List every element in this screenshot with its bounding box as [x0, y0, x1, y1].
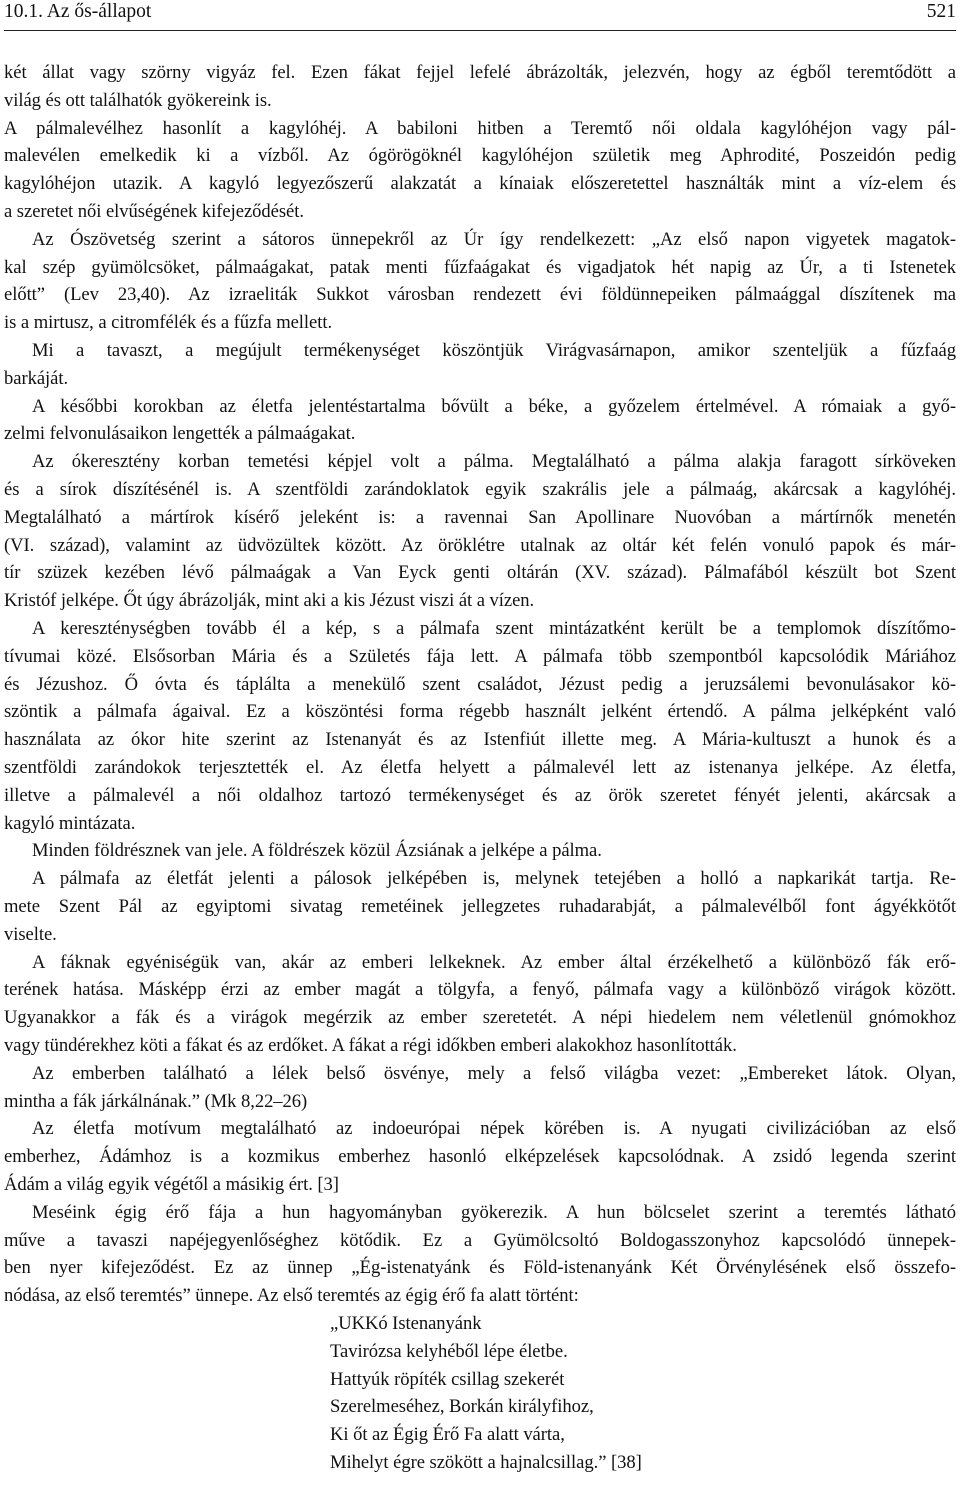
text-line: Meséink égig érő fája a hun hagyományban gyökerezik. A hun bölcselet szerint a teremtés látható	[32, 1201, 956, 1223]
verse-line: Szerelmeséhez, Borkán királyfihoz,	[330, 1396, 594, 1418]
text-line: nódása, az első teremtés” ünnepe. Az első teremtés az égig érő fa alatt történt:	[4, 1285, 579, 1307]
text-line: Az emberben található a lélek belső ösvénye, mely a felső világba vezet: „Embereket látok. Olyan,	[32, 1062, 956, 1084]
text-line: malevélen emelkedik ki a vízből. Az ógörögöknél kagylóhéjon születik meg Aphrodité, Poszeidón pedig	[4, 145, 956, 167]
text-line: kagyló mintázata.	[4, 812, 136, 834]
text-line: kal szép gyümölcsöket, pálmaágakat, patak menti fűzfaágakat és vigadjatok hét napig az Úr, a ti Istenetek	[4, 256, 956, 278]
text-line: a szeretet női elvűségének kifejeződését.	[4, 201, 304, 222]
section-title: 10.1. Az ős-állapot	[4, 1, 152, 22]
text-line: tír szüzek kezében lévő pálmaágak a Van Eyck genti oltárán (XV. század). Pálmafából készült bot Szent	[4, 562, 956, 584]
text-line: Az életfa motívum megtalálható az indoeurópai népek körében is. A nyugati civilizációban az első	[32, 1118, 956, 1140]
text-line: kagylóhéjon utazik. A kagyló legyezőszerű alakzatát a kínaiak előszeretettel használták mint a víz-elem és	[4, 173, 956, 195]
text-line: viselte.	[4, 923, 57, 945]
text-line: A későbbi korokban az életfa jelentéstartalma bővült a béke, a győzelem értelmével. A rómaiak a győ-	[32, 395, 956, 417]
text-line: Mi a tavaszt, a megújult termékenységet köszöntjük Virágvasárnapon, amikor szenteljük a fűzfaág	[32, 340, 956, 361]
text-line: A kereszténységben tovább él a kép, s a pálmafa szent mintázatként került be a templomok díszítőmo-	[32, 618, 956, 639]
verse-line: Ki őt az Égig Érő Fa alatt várta,	[330, 1424, 565, 1446]
text-line: tívumai közé. Elsősorban Mária és a Születés fája lett. A pálmafa több szempontból kapcsolódik Máriához	[4, 645, 956, 667]
text-line: illetve a pálmalevél a női oldalhoz tartozó termékenységet és az örök szeretet fényét jelenti, akárcsak a	[4, 784, 956, 806]
text-line: mete Szent Pál az egyiptomi sivatag remetéinek jellegzetes ruhadarabját, a pálmalevélből font ágyékkötőt	[4, 896, 956, 917]
text-line: és Jézushoz. Ő óvta és táplálta a menekülő szent családot, Jézust pedig a jeruzsálemi bevonulásakor kö-	[4, 673, 956, 695]
text-line: is a mirtusz, a citromfélék és a fűzfa mellett.	[4, 312, 333, 334]
text-line: Ugyanakkor a fák és a virágok megérzik az ember szeretetét. A népi hiedelem nem véletlenül gnómokhoz	[4, 1007, 956, 1029]
text-line: Ádám a világ egyik végétől a másikig ért. [3]	[4, 1174, 339, 1195]
text-line: mintha a fák járkálnának.” (Mk 8,22–26)	[4, 1090, 308, 1112]
verse-line: „UKKó Istenanyánk	[330, 1313, 482, 1334]
text-line: A pálmalevélhez hasonlít a kagylóhéj. A babiloni hitben a Teremtő női oldala kagylóhéjon vagy pál-	[4, 117, 956, 139]
text-line: szöntik a pálmafa ágaival. Ez a köszöntési forma régebb használt jelként értendő. A pálma jelképként való	[4, 701, 956, 723]
text-line: Kristóf jelképe. Őt úgy ábrázolják, mint aki a kis Jézust viszi át a vízen.	[4, 590, 535, 612]
text-line: és a sírok díszítésénél is. A szentföldi zarándoklatok egyik szakrális jele a pálmaág, akárcsak a kagylóhéj.	[4, 479, 956, 500]
text-line: A fáknak egyéniségük van, akár az emberi lelkeknek. Az ember által érzékelhető a különböző fák erő-	[32, 951, 956, 973]
text-line: emberhez, Ádámhoz is a kozmikus emberhez hasonló elképzelések kapcsolódnak. A zsidó legenda szerint	[4, 1146, 956, 1168]
text-line: (VI. század), valamint az üdvözültek között. Az öröklétre utalnak az oltár két felén vonuló papok és már-	[4, 534, 956, 556]
text-line: vagy tündérekhez köti a fákat és az erdőket. A fákat a régi időkben emberi alakokhoz hasonlították.	[4, 1035, 737, 1056]
text-line: A pálmafa az életfát jelenti a pálosok jelképében is, melynek tetejében a holló a napkarikát tartja. Re-	[32, 868, 956, 890]
text-line: két állat vagy szörny vigyáz fel. Ezen fákat fejjel lefelé ábrázolták, jelezvén, hogy az égből teremtődött a	[4, 62, 956, 83]
text-line: barkáját.	[4, 367, 69, 389]
text-line: terének hatása. Másképp érzi az ember magát a tölgyfa, a fenyő, pálmafa vagy a különböző virágok között.	[4, 979, 956, 1001]
text-line: Minden földrésznek van jele. A földrészek közül Ázsiának a jelképe a pálma.	[32, 840, 602, 862]
verse-line: Hattyúk röpíték csillag szekerét	[330, 1368, 565, 1390]
text-line: előtt” (Lev 23,40). Az izraeliták Sukkot városban rendezett évi földünnepeiken pálmaággal díszítenek ma	[4, 284, 956, 306]
text-line: ben nyer kifejeződést. Ez az ünnep „Ég-istenatyánk és Föld-istenanyánk Két Örvénylésének első összefo-	[4, 1257, 956, 1279]
text-line: világ és ott találhatók gyökereink is.	[4, 89, 272, 111]
text-line: zelmi felvonulásaikon lengették a pálmaágakat.	[4, 423, 356, 445]
running-header	[4, 0, 956, 31]
text-line: Az Ószövetség szerint a sátoros ünnepekről az Úr így rendelkezett: „Az első napon vigyetek magatok-	[32, 228, 956, 250]
text-line: szentföldi zarándokok terjesztették el. Az életfa helyett a pálmalevél lett az istenanya jelképe. Az életfa,	[4, 757, 956, 778]
verse-line: Mihelyt égre szökött a hajnalcsillag.” [38]	[330, 1452, 642, 1473]
verse-line: Tavirózsa kelyhéből lépe életbe.	[330, 1340, 568, 1362]
text-line: használata az ókor hite szerint az Istenanyát és az Istenfiút illette meg. A Mária-kultuszt a hunok és a	[4, 729, 956, 751]
page-number: 521	[926, 1, 956, 22]
text-line: műve a tavaszi napéjegyenlőséghez kötődik. Ez a Gyümölcsoltó Boldogasszonyhoz kapcsolódó ünnepek-	[4, 1229, 956, 1251]
text-line: Az ókeresztény korban temetési képjel volt a pálma. Megtalálható a pálma alakja faragott sírköveken	[32, 451, 956, 473]
text-line: Megtalálható a mártírok kísérő jeleként is: a ravennai San Apollinare Nuovóban a mártírnők menetén	[4, 506, 956, 528]
